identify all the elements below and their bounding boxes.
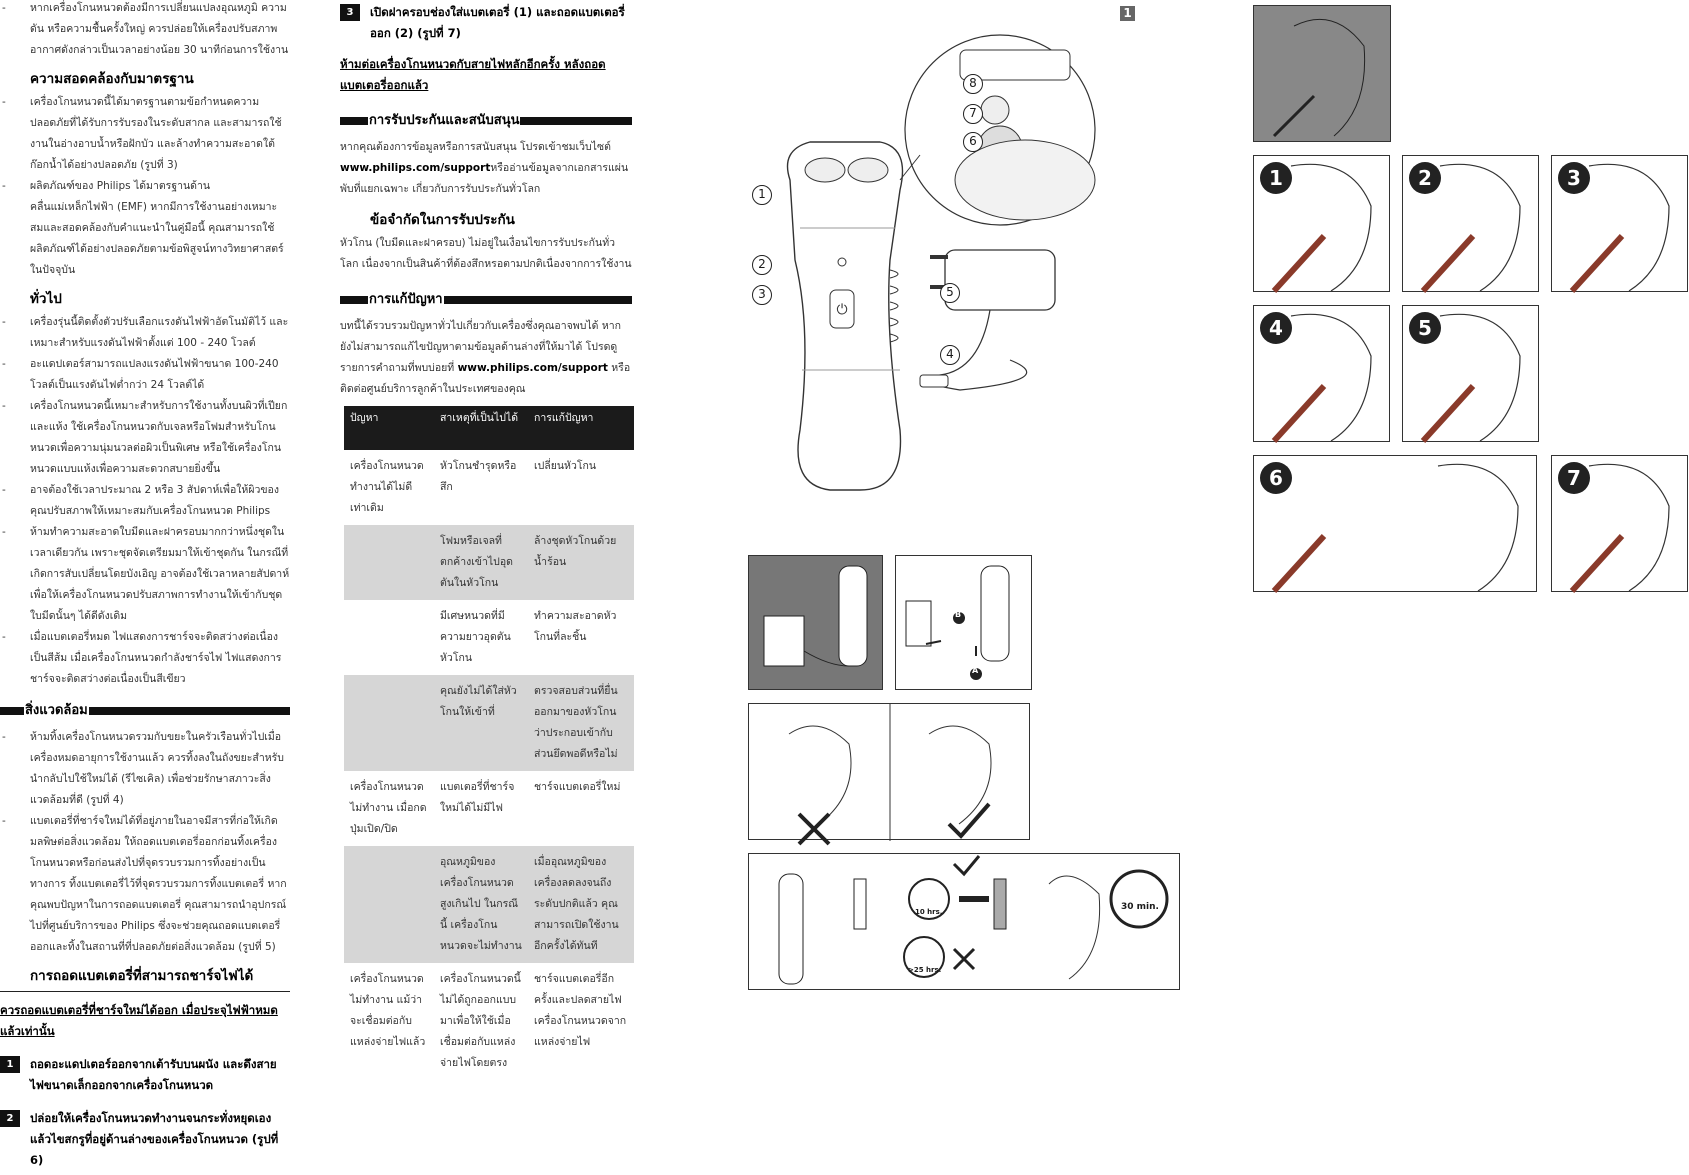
table-header-cause: สาเหตุที่เป็นไปได้	[434, 406, 528, 450]
trouble-heading: การแก้ปัญหา	[369, 292, 443, 307]
table-cell-problem	[344, 846, 434, 963]
step-tile-number: 4	[1260, 312, 1292, 344]
warranty-text	[340, 137, 632, 200]
charging-time-figure	[748, 853, 1180, 990]
general-bullet: - เครื่องรุ่นนี้ติดตั้งตัวปรับเลือกแรงดันไฟฟ้าอัตโนมัติไว้ และเหมาะสำหรับแรงดันไฟฟ้าตั้งแต่ 100 - 240 โวลต์	[0, 312, 290, 354]
adapter-plug-pin-top	[930, 255, 948, 259]
callout-3: 3	[752, 285, 772, 305]
table-header-solution: การแก้ปัญหา	[528, 406, 634, 450]
heading-bar-left	[340, 296, 368, 304]
battery-heading: การถอดแบตเตอรี่ที่สามารถชาร์จไฟได้	[0, 966, 290, 992]
table-cell-solution: เมื่ออุณหภูมิของเครื่องลดลงจนถึงระดับปกติแล้ว คุณสามารถเปิดใช้งานอีกครั้งได้ทันที	[528, 846, 634, 963]
table-cell-problem: เครื่องโกนหนวดไม่ทำงาน แม้ว่าจะเชื่อมต่อกับแหล่งจ่ายไฟแล้ว	[350, 973, 426, 1048]
table-cell-cause: เครื่องโกนหนวดนี้ไม่ได้ถูกออกแบบมาเพื่อให้ใช้เมื่อเชื่อมต่อกับแหล่งจ่ายไฟโดยตรง	[440, 973, 521, 1069]
trouble-intro-text-2: หรือติดต่อศูนย์บริการลูกค้าในประเทศของคุณ	[340, 362, 631, 395]
callout-2: 2	[752, 255, 772, 275]
charge-time-10-label: 10 hrs.	[915, 908, 943, 916]
warranty-text-1: หากคุณต้องการข้อมูลหรือการสนับสนุน โปรดเข้าชมเว็บไซต์	[340, 141, 611, 153]
trouble-intro-text: บทนี้ได้รวบรวมปัญหาทั่วไปเกี่ยวกับเครื่องซึ่งคุณอาจพบได้ หากยังไม่สามารถแก้ไขปัญหาตามข้อมูลด้านล่างที่ให้มาได้ โปรดดูรายการคำถามที่พบบ่อยที่	[340, 320, 621, 374]
small-plug	[920, 375, 948, 387]
callout-1: 1	[752, 185, 772, 205]
environment-heading-bar	[0, 700, 290, 721]
cutter	[981, 96, 1009, 124]
step-text: ถอดอะแดปเตอร์ออกจากเต้ารับบนผนัง และดึงสายไฟขนาดเล็กออกจากเครื่องโกนหนวด	[30, 1057, 277, 1092]
general-bullet: - เมื่อแบตเตอรี่หมด ไฟแสดงการชาร์จจะติดสว่างต่อเนื่องเป็นสีส้ม เมื่อเครื่องโกนหนวดกำลังชาร์จไฟ ไฟแสดงการชาร์จจะติดสว่างต่อเนื่องเป็นสีเขียว	[0, 627, 290, 690]
power-icon: ⏻	[836, 302, 848, 318]
heading-bar-left	[0, 707, 24, 715]
step-tile-1	[1253, 155, 1390, 292]
heading-bar-right	[444, 296, 632, 304]
table-cell-solution: ชาร์จแบตเตอรี่อีกครั้งและปลดสายไฟเครื่องโกนหนวดจากแหล่งจ่ายไฟ	[534, 973, 627, 1048]
table-row	[344, 963, 634, 1080]
heading-bar-right	[89, 707, 290, 715]
wall-outlet-illustration	[749, 556, 884, 691]
trouble-heading-bar	[340, 289, 632, 310]
step-number: 3	[340, 4, 360, 21]
adapter-body	[945, 250, 1055, 310]
table-row	[344, 846, 634, 963]
column-middle	[340, 0, 632, 1080]
table-cell-solution: ตรวจสอบส่วนที่ยื่นออกมาของหัวโกนว่าประกอบเข้ากับส่วนยึดพอดีหรือไม่	[528, 675, 634, 771]
step-1	[0, 1054, 290, 1096]
battery-warning: ควรถอดแบตเตอรี่ที่ชาร์จใหม่ได้ออก เมื่อประจุไฟฟ้าหมดแล้วเท่านั้น	[0, 1003, 278, 1038]
table-row	[344, 771, 634, 846]
step-tile-number: 5	[1409, 312, 1441, 344]
table-cell-cause: คุณยังไม่ได้ใส่หัวโกนให้เข้าที่	[434, 675, 528, 771]
table-cell-solution: ทำความสะอาดหัวโกนที่ละชิ้น	[534, 610, 617, 643]
table-cell-cause: โฟมหรือเจลที่ตกค้างเข้าไปอุดตันในหัวโกน	[434, 525, 528, 600]
step-tile-4	[1253, 305, 1390, 442]
step-tile-5	[1402, 305, 1539, 442]
step-tile-7	[1551, 455, 1688, 592]
table-cell-problem	[344, 675, 434, 771]
environment-bullet: - แบตเตอรี่ที่ชาร์จใหม่ได้ที่อยู่ภายในอาจมีสารที่ก่อให้เกิดมลพิษต่อสิ่งแวดล้อม ให้ถอดแบตเตอรี่ออกก่อนทิ้งเครื่องโกนหนวดหรือก่อนส่งไปที่จุดรวบรวมการทิ้งอย่างเป็นทางการ ทิ้งแบตเตอรี่ไว้ที่จุดรวบรวมการทิ้งแบตเตอรี่ หากคุณพบปัญหาในการถอดแบตเตอรี่ คุณสามารถนำอุปกรณ์ไปที่ศูนย์บริการของ Philips ซึ่งจะช่วยคุณถอดแบตเตอรี่ออกและทิ้งในสถานที่ที่ปลอดภัยต่อสิ่งแวดล้อม (รูปที่ 5)	[0, 811, 290, 958]
general-bullet: - อาจต้องใช้เวลาประมาณ 2 หรือ 3 สัปดาห์เพื่อให้ผิวของคุณปรับสภาพให้เหมาะสมกับเครื่องโกนหนวด Philips	[0, 480, 290, 522]
callout-6: 6	[963, 132, 983, 152]
callout-5: 5	[940, 283, 960, 303]
table-row	[344, 675, 634, 771]
step-text: ปล่อยให้เครื่องโกนหนวดทำงานจนกระทั่งหยุดเอง แล้วไขสกรูที่อยู่ด้านล่างของเครื่องโกนหนวด (รูปที่ 6)	[30, 1111, 279, 1167]
table-cell-problem	[344, 525, 434, 600]
reconnect-warning: ห้ามต่อเครื่องโกนหนวดกับสายไฟหลักอีกครั้ง หลังถอดแบตเตอรี่ออกแล้ว	[340, 57, 606, 92]
step-number: 1	[0, 1056, 20, 1073]
plug-label-b: B	[955, 610, 962, 619]
table-cell-problem: เครื่องโกนหนวดทำงานได้ไม่ดีเท่าเดิม	[350, 460, 424, 514]
troubleshooting-table	[344, 406, 634, 1080]
table-cell-problem	[344, 600, 434, 675]
table-cell-problem: เครื่องโกนหนวดไม่ทำงาน เมื่อกดปุ่มเปิด/ปิด	[350, 781, 427, 835]
callout-4: 4	[940, 345, 960, 365]
step-tile-number: 2	[1409, 162, 1441, 194]
table-body	[344, 450, 634, 1080]
table-header-problem: ปัญหา	[344, 406, 434, 450]
charging-figure-2	[895, 555, 1032, 690]
face-illustration	[1254, 456, 1538, 593]
shaving-unit	[955, 140, 1095, 220]
intro-bullet: - หากเครื่องโกนหนวดต้องมีการเปลี่ยนแปลงอุณหภูมิ ความดัน หรือความชื้นครั้งใหญ่ ควรปล่อยให้เครื่องปรับสภาพอากาศดังกล่าวเป็นเวลาอย่างน้อย 30 นาทีก่อนการใช้งาน	[0, 0, 290, 61]
table-cell-cause: มีเศษหนวดที่มีความยาวอุดตันหัวโกน	[440, 610, 511, 664]
environment-bullet: - ห้ามทิ้งเครื่องโกนหนวดรวมกับขยะในครัวเรือนทั่วไปเมื่อเครื่องหมดอายุการใช้งานแล้ว ควรทิ้งลงในถังขยะสำหรับนำกลับไปใช้ใหม่ได้ (รีไซเคิล) เพื่อช่วยรักษาสภาวะสิ่งแวดล้อมที่ดี (รูปที่ 4)	[0, 727, 290, 811]
warranty-heading: การรับประกันและสนับสนุน	[369, 113, 520, 128]
step-tile-2	[1402, 155, 1539, 292]
step-tile-6	[1253, 455, 1537, 592]
table-cell-cause: หัวโกนชำรุดหรือสึก	[440, 460, 517, 493]
compliance-heading: ความสอดคล้องกับมาตรฐาน	[30, 71, 194, 87]
step-text: เปิดฝาครอบช่องใส่แบตเตอรี่ (1) และถอดแบตเตอรี่ออก (2) (รูปที่ 7)	[370, 5, 625, 40]
column-left	[0, 0, 290, 1175]
trouble-link[interactable]: www.philips.com/support	[457, 362, 608, 374]
step-tile-number: 7	[1558, 462, 1590, 494]
table-cell-cause: แบตเตอรี่ที่ชาร์จใหม่ได้ไม่มีไฟ	[440, 781, 515, 814]
charging-while-shaving-figure	[748, 703, 1030, 840]
plug-insert-illustration	[896, 556, 1033, 691]
table-row	[344, 450, 634, 525]
figure-label: 1	[1120, 6, 1135, 21]
plug-label-a: A	[972, 666, 979, 675]
man-shaving-illustration	[1254, 6, 1392, 143]
compliance-bullet: - เครื่องโกนหนวดนี้ได้มาตรฐานตามข้อกำหนดความปลอดภัยที่ได้รับการรับรองในระดับสากล และสามารถใช้งานในอ่างอาบน้ำหรือฝักบัว และล้างทำความสะอาดใต้ก๊อกน้ำได้อย่างปลอดภัย (รูปที่ 3)	[0, 92, 290, 176]
step-3	[340, 2, 632, 44]
step-tile-number: 1	[1260, 162, 1292, 194]
warranty-link[interactable]: www.philips.com/support	[340, 162, 491, 174]
table-cell-solution: ล้างชุดหัวโกนด้วยน้ำร้อน	[528, 525, 634, 600]
environment-heading: สิ่งแวดล้อม	[25, 703, 88, 718]
step-tile-number: 6	[1260, 462, 1292, 494]
warranty-heading-bar	[340, 110, 632, 131]
charging-time-illustration	[749, 854, 1181, 991]
limits-heading: ข้อจำกัดในการรับประกัน	[370, 212, 515, 228]
heading-bar-right	[520, 117, 632, 125]
general-bullet: - อะแดปเตอร์สามารถแปลงแรงดันไฟฟ้าขนาด 100-240 โวลต์เป็นแรงดันไฟต่ำกว่า 24 โวลต์ได้	[0, 354, 290, 396]
limits-text: หัวโกน (ใบมีดและฝาครอบ) ไม่อยู่ในเงื่อนไขการรับประกันทั่วโลก เนื่องจากเป็นสินค้าที่ต้องสึกหรอตามปกติเนื่องจากการใช้งาน	[340, 237, 632, 270]
table-cell-solution: ชาร์จแบตเตอรี่ใหม่	[534, 781, 621, 793]
step-number: 2	[0, 1110, 20, 1127]
callout-7: 7	[963, 104, 983, 124]
charge-light	[838, 258, 846, 266]
trouble-intro	[340, 316, 632, 400]
charging-figure-1	[748, 555, 883, 690]
warranty-text-2: หรืออ่านข้อมูลจากเอกสารแผ่นพับที่แยกเฉพาะ เกี่ยวกับการรับประกันทั่วโลก	[340, 162, 629, 195]
heading-bar-left	[340, 117, 368, 125]
shaving-head-left	[805, 158, 845, 182]
step-tile-number: 3	[1558, 162, 1590, 194]
table-header-row	[344, 406, 634, 450]
general-bullet: - ห้ามทำความสะอาดใบมีดและฝาครอบมากกว่าหนึ่งชุดในเวลาเดียวกัน เพราะชุดจัดเตรียมมาให้เข้าชุดกัน ในกรณีที่เกิดการสับเปลี่ยนโดยบังเอิญ อาจต้องใช้เวลาหลายสัปดาห์เพื่อให้เครื่องโกนหนวดปรับสภาพการทำงานให้เข้ากับชุดใบมีดนั้นๆ ได้ดีดังเดิม	[0, 522, 290, 627]
charge-time-25-label: >25 hrs.	[908, 966, 942, 974]
general-bullet: - เครื่องโกนหนวดนี้เหมาะสำหรับการใช้งานทั้งบนผิวที่เปียกและแห้ง ใช้เครื่องโกนหนวดกับเจลหรือโฟมสำหรับโกนหนวดเพื่อความนุ่มนวลต่อผิวเป็นพิเศษ หรือใช้เครื่องโกนหนวดแบบแห้งเพื่อความสะดวกสบายยิ่งขึ้น	[0, 396, 290, 480]
charge-time-30-label: 30 min.	[1121, 902, 1159, 912]
table-cell-solution: เปลี่ยนหัวโกน	[534, 460, 597, 472]
shaving-head-right	[848, 158, 888, 182]
grip-ridges	[890, 270, 898, 342]
table-row	[344, 600, 634, 675]
wrong-right-usage-illustration	[749, 704, 1031, 841]
compliance-bullet: - ผลิตภัณฑ์ของ Philips ได้มาตรฐานด้านคลื่นแม่เหล็กไฟฟ้า (EMF) หากมีการใช้งานอย่างเหมาะสมและสอดคล้องกับคำแนะนำในคู่มือนี้ คุณสามารถใช้ผลิตภัณฑ์ได้อย่างปลอดภัยตามข้อพิสูจน์ทางวิทยาศาสตร์ในปัจจุบัน	[0, 176, 290, 281]
callout-8: 8	[963, 74, 983, 94]
table-row	[344, 525, 634, 600]
shaver-diagram	[740, 30, 1110, 500]
general-heading: ทั่วไป	[30, 291, 62, 307]
table-cell-cause: อุณหภูมิของเครื่องโกนหนวดสูงเกินไป ในกรณีนี้ เครื่องโกนหนวดจะไม่ทำงาน	[434, 846, 528, 963]
shaving-photo-top	[1253, 5, 1391, 142]
step-2	[0, 1108, 290, 1171]
step-tile-3	[1551, 155, 1688, 292]
